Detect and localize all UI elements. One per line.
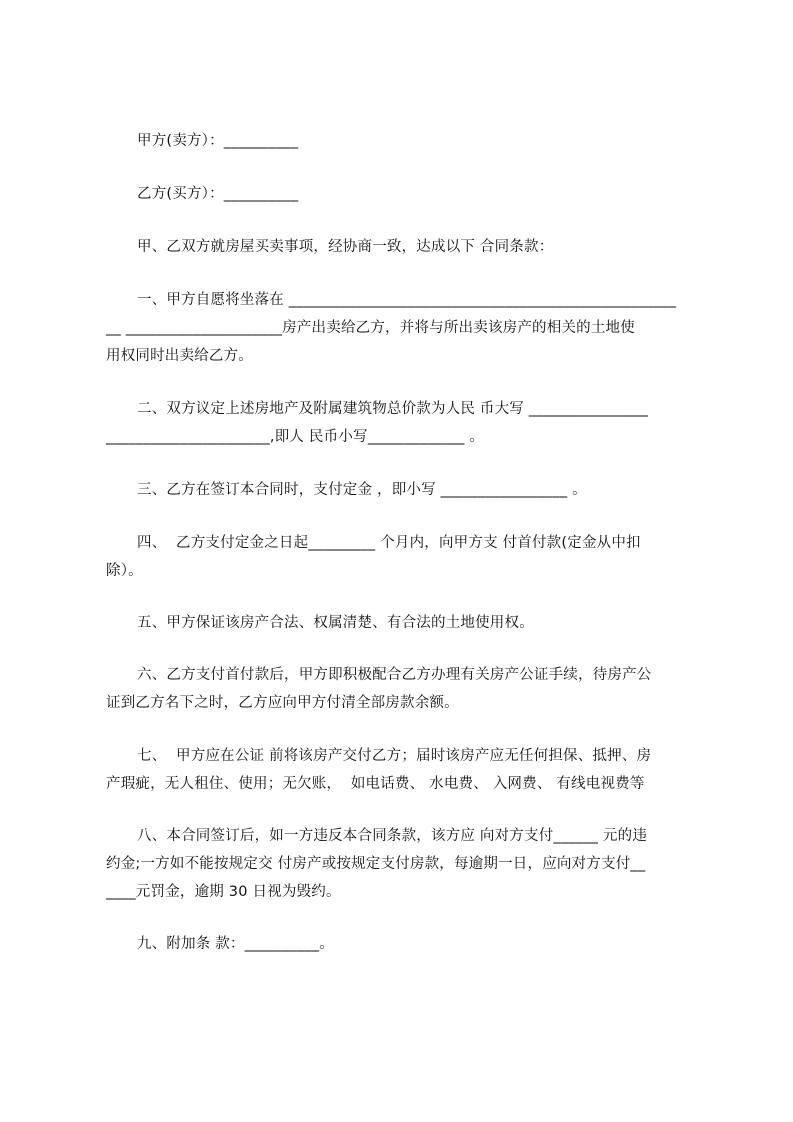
clause-1-line-2: __ _____________________房产出卖给乙方，并将与所出卖该房产的相关的土地使	[106, 320, 635, 336]
clause-8-line-1: 八、本合同签订后，如一方违反本合同条款，该方应 向对方支付______ 元的违	[137, 828, 648, 844]
clause-7-line-2: 产瑕疵，无人租住、使用；无欠账， 如电话费、 水电费、 入网费、 有线电视费等	[106, 776, 645, 792]
clause-8-line-3: ____元罚金，逾期 30 日视为毁约。	[106, 884, 341, 900]
intro-paragraph: 甲、乙双方就房屋买卖事项，经协商一致，达成以下 合同条款：	[137, 239, 554, 255]
clause-2-line-1: 二、双方议定上述房地产及附属建筑物总价款为人民 币大写 ________________	[137, 401, 649, 417]
clause-5-line-1: 五、甲方保证该房产合法、权属清楚、有合法的土地使用权。	[137, 615, 534, 631]
clause-9-line-1: 九、附加条 款：__________。	[137, 936, 334, 952]
clause-1-line-3: 用权同时出卖给乙方。	[106, 348, 253, 364]
seller-line: 甲方(卖方）：__________	[137, 133, 299, 149]
clause-8-line-2: 约金;一方如不能按规定交 付房产或按规定支付房款，每逾期一日，应向对方支付__	[106, 856, 646, 872]
buyer-line: 乙方(买方）：__________	[137, 186, 299, 202]
clause-6-line-1: 六、乙方支付首付款后，甲方即积极配合乙方办理有关房产公证手续，待房产公	[137, 667, 652, 683]
clause-7-line-1: 七、 甲方应在公证 前将该房产交付乙方；届时该房产应无任何担保、抵押、房	[137, 748, 652, 764]
clause-4-line-2: 除）。	[106, 563, 143, 579]
clause-3-line-1: 三、乙方在签订本合同时，支付定金 ，即小写 _________________ 。	[137, 482, 587, 498]
clause-6-line-2: 证到乙方名下之时，乙方应向甲方付清全部房款余额。	[106, 695, 459, 711]
clause-2-line-2: ______________________,即人 民币小写_____________ 。	[106, 429, 485, 445]
clause-1-line-1: 一、甲方自愿将坐落在 ____________________________________________________	[137, 292, 677, 308]
clause-4-line-1: 四、 乙方支付定金之日起_________ 个月内，向甲方支 付首付款(定金从中扣	[137, 535, 641, 551]
